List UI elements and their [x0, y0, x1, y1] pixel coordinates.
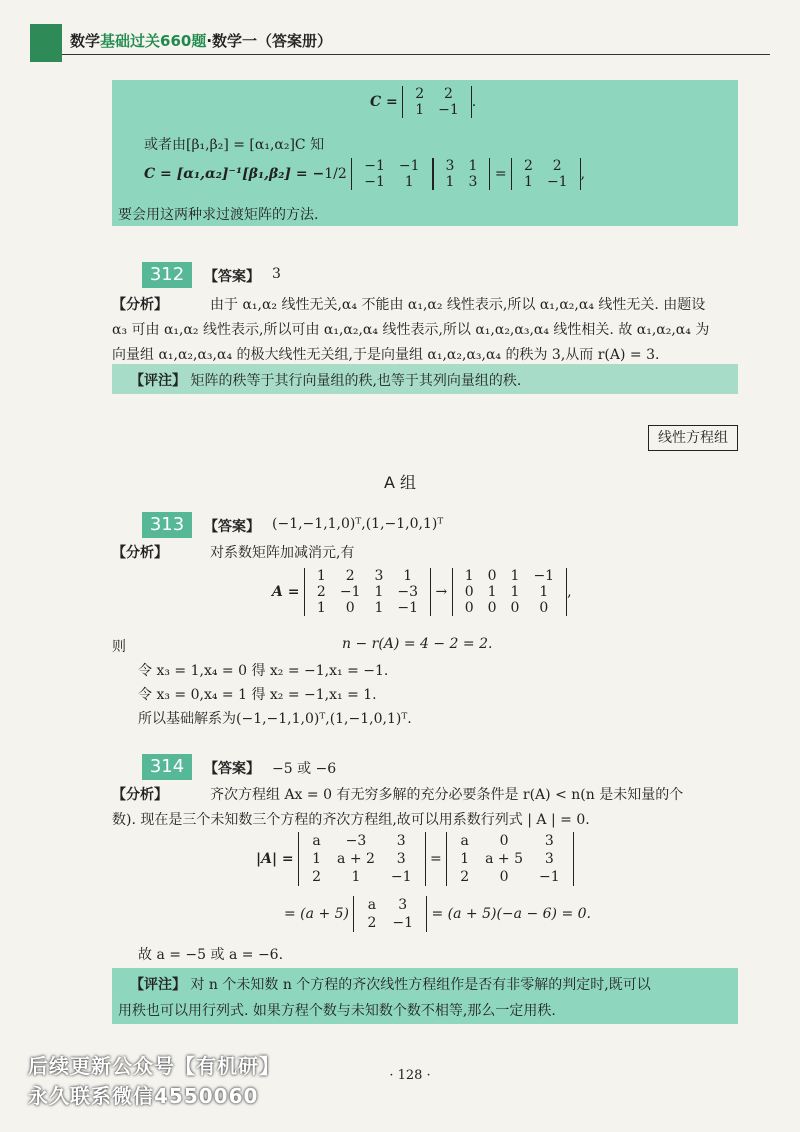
matrix-cell: 2 — [552, 158, 562, 174]
analysis-312-line3: 向量组 α₁,α₂,α₃,α₄ 的极大线性无关组,于是向量组 α₁,α₂,α₃,α₄ 的秩为 3,从而 r(A) = 3. — [112, 347, 660, 363]
matrix-cell: 0 — [499, 869, 509, 885]
matrix-cell: −1 — [392, 915, 414, 931]
matrix-cell: 1 — [312, 851, 322, 867]
matrix-cell: 0 — [487, 568, 497, 584]
matrix-cell: 0 — [464, 600, 474, 616]
matrix-cell: −1 — [546, 174, 568, 190]
matrix-cell: 2 — [316, 584, 326, 600]
answer-label-312: 【答案】 — [204, 269, 260, 285]
basic-solution-line: 所以基础解系为(−1,−1,1,0)ᵀ,(1,−1,0,1)ᵀ. — [138, 711, 412, 727]
matrix-cell: 3 — [544, 833, 554, 849]
matrix-cell: 2 — [312, 869, 322, 885]
matrix-cell: 0 — [539, 600, 549, 616]
remark-312: 【评注】 矩阵的秩等于其行向量组的秩,也等于其列向量组的秩. — [112, 364, 738, 394]
matrix-cell: 0 — [510, 600, 520, 616]
matrix-cell: 2 — [524, 158, 533, 174]
transition-matrix-box — [112, 80, 738, 226]
matrix-row — [452, 850, 567, 868]
matrix-cell: −1 — [390, 869, 412, 885]
matrix-row — [408, 86, 466, 102]
rank-equation: n − r(A) = 4 − 2 = 2. — [342, 636, 493, 652]
matrix-row — [458, 600, 561, 616]
matrix-row — [517, 158, 575, 174]
analysis-label-313: 【分析】 — [112, 545, 168, 561]
row-reduction-equation: A = 1 2 3 1 2 −1 1 −3 1 0 1 −1 → 1 0 1 −1 0 1 1 1 0 0 0 0 , — [272, 568, 572, 616]
matrix-cell: 1 — [415, 102, 425, 118]
matrix-row — [439, 158, 485, 174]
matrix-cell: a — [367, 897, 377, 913]
matrix-cell: −3 — [345, 833, 367, 849]
matrix-cell: 1 — [374, 600, 384, 616]
answer-label-313: 【答案】 — [204, 519, 260, 535]
watermark-line-2: 永久联系微信4550060 — [28, 1084, 259, 1108]
then-word: 则 — [112, 639, 126, 655]
matrix-cell: 0 — [345, 600, 355, 616]
matrix-cell: a — [460, 833, 469, 849]
matrix-cell: 1 — [464, 568, 474, 584]
answer-313: (−1,−1,1,0)ᵀ,(1,−1,0,1)ᵀ — [272, 516, 444, 532]
group-title: A 组 — [383, 473, 417, 492]
determinant-1 — [298, 832, 425, 886]
matrix-cell: a — [312, 833, 321, 849]
determinant-3 — [353, 896, 427, 932]
matrix-cell: 2 — [443, 86, 453, 102]
matrix-cell: 3 — [398, 897, 408, 913]
analysis-313-line1: 对系数矩阵加减消元,有 — [210, 545, 355, 561]
matrix-cell: 2 — [415, 86, 425, 102]
matrix-cell: −1 — [398, 158, 420, 174]
matrix-cell: 2 — [460, 869, 470, 885]
matrix-cell: 1 — [460, 851, 470, 867]
matrix-cell: a + 2 — [337, 851, 375, 867]
matrix-cell: 1 — [351, 869, 361, 885]
matrix-cell: −3 — [397, 584, 419, 600]
matrix-row — [458, 584, 561, 600]
analysis-314-line2: 数). 现在是三个未知数三个方程的齐次方程组,故可以用系数行列式 | A | = 0. — [112, 812, 590, 828]
matrix-cell: 3 — [544, 851, 554, 867]
matrix-cell: 1 — [374, 584, 384, 600]
matrix-cell: 0 — [499, 833, 509, 849]
problem-number-313: 313 — [142, 512, 192, 538]
problem-number-314: 314 — [142, 754, 192, 780]
determinant-2 — [446, 832, 573, 886]
c-matrix-line: C = 2 2 1 −1 . — [370, 86, 477, 118]
matrix-m1 — [351, 158, 432, 190]
c-matrix — [402, 86, 472, 118]
solution-line-1: 令 x₃ = 1,x₄ = 0 得 x₂ = −1,x₁ = −1. — [138, 663, 389, 679]
section-label-linear-systems: 线性方程组 — [648, 425, 738, 451]
matrix-cell: 1 — [316, 568, 326, 584]
matrix-row — [359, 914, 421, 932]
matrix-cell: −1 — [397, 600, 419, 616]
matrix-reduced — [452, 568, 567, 616]
matrix-row — [310, 600, 425, 616]
matrix-cell: 3 — [396, 851, 406, 867]
problem-number-312: 312 — [142, 262, 192, 288]
matrix-cell: −1 — [364, 174, 385, 190]
analysis-314-line1: 齐次方程组 Ax = 0 有无穷多解的充分必要条件是 r(A) < n(n 是未知量的个 — [210, 787, 684, 803]
matrix-row — [452, 832, 567, 850]
matrix-cell: −1 — [364, 158, 385, 174]
matrix-row — [408, 102, 466, 118]
determinant-equation-2: = (a + 5) a 3 2 −1 = (a + 5)(−a − 6) = 0. — [284, 897, 591, 931]
matrix-m2 — [433, 158, 491, 190]
matrix-cell: a + 5 — [485, 851, 524, 867]
method-remark: 要会用这两种求过渡矩阵的方法. — [118, 207, 319, 223]
alt-method-line: 或者由[β₁,β₂] = [α₁,α₂]C 知 — [144, 137, 325, 153]
matrix-row — [304, 850, 419, 868]
matrix-row — [357, 158, 426, 174]
matrix-row — [357, 174, 426, 190]
matrix-cell: 1 — [524, 174, 533, 190]
matrix-cell: −1 — [539, 869, 560, 885]
conclusion-314: 故 a = −5 或 a = −6. — [138, 947, 284, 963]
matrix-cell: 1 — [510, 568, 520, 584]
c-formula-line: C = [α₁,α₂]⁻¹[β₁,β₂] = −1/2 −1 −1 −1 1 3 1 1 3 = 2 2 1 −1 , — [144, 158, 586, 190]
matrix-cell: 1 — [510, 584, 520, 600]
matrix-m3 — [511, 158, 581, 190]
header-green-tab — [30, 24, 62, 62]
matrix-cell: 2 — [345, 568, 355, 584]
matrix-row — [517, 174, 575, 190]
matrix-cell: 1 — [403, 568, 413, 584]
answer-312: 3 — [272, 266, 281, 282]
matrix-cell: 0 — [464, 584, 474, 600]
matrix-cell: 1 — [404, 174, 414, 190]
matrix-cell: −1 — [533, 568, 555, 584]
matrix-row — [304, 868, 419, 886]
matrix-cell: 1 — [316, 600, 326, 616]
page-number: · 128 · — [389, 1068, 431, 1083]
analysis-label-314: 【分析】 — [112, 787, 168, 803]
matrix-cell: 3 — [374, 568, 384, 584]
answer-314: −5 或 −6 — [272, 761, 337, 777]
running-header: 数学基础过关660题·数学一（答案册） — [70, 32, 333, 50]
analysis-312-line2: α₃ 可由 α₁,α₂ 线性表示,所以可由 α₁,α₂,α₄ 线性表示,所以 α₁,α₂,α₃,α₄ 线性相关. 故 α₁,α₂,α₄ 为 — [112, 322, 710, 338]
solution-line-2: 令 x₃ = 0,x₄ = 1 得 x₂ = −1,x₁ = 1. — [138, 687, 377, 703]
matrix-row — [359, 896, 421, 914]
analysis-label-312: 【分析】 — [112, 297, 168, 313]
matrix-row — [310, 568, 425, 584]
matrix-a — [304, 568, 431, 616]
matrix-row — [310, 584, 425, 600]
matrix-row — [304, 832, 419, 850]
matrix-cell: 1 — [487, 584, 497, 600]
matrix-row — [452, 868, 567, 886]
answer-label-314: 【答案】 — [204, 761, 260, 777]
matrix-cell: 3 — [468, 174, 478, 190]
matrix-cell: 1 — [445, 174, 455, 190]
matrix-cell: 1 — [539, 584, 549, 600]
analysis-312-line1: 由于 α₁,α₂ 线性无关,α₄ 不能由 α₁,α₂ 线性表示,所以 α₁,α₂,α₄ 线性无关. 由题设 — [210, 297, 706, 313]
watermark-line-1: 后续更新公众号【有机研】 — [28, 1054, 280, 1078]
determinant-equation-1: |A| = a −3 3 1 a + 2 3 2 1 −1 = a 0 3 1 a + 5 3 2 0 −1 — [256, 832, 574, 886]
matrix-cell: −1 — [438, 102, 459, 118]
matrix-cell: 3 — [396, 833, 406, 849]
matrix-row — [458, 568, 561, 584]
remark-314: 【评注】 对 n 个未知数 n 个方程的齐次线性方程组作是否有非零解的判定时,既可以 用秩也可以用行列式. 如果方程个数与未知数个数不相等,那么一定用秩. — [112, 968, 738, 1024]
matrix-cell: 0 — [487, 600, 497, 616]
matrix-row — [439, 174, 485, 190]
matrix-cell: 1 — [468, 158, 478, 174]
matrix-cell: 2 — [367, 915, 377, 931]
matrix-cell: 3 — [445, 158, 455, 174]
matrix-cell: −1 — [339, 584, 361, 600]
